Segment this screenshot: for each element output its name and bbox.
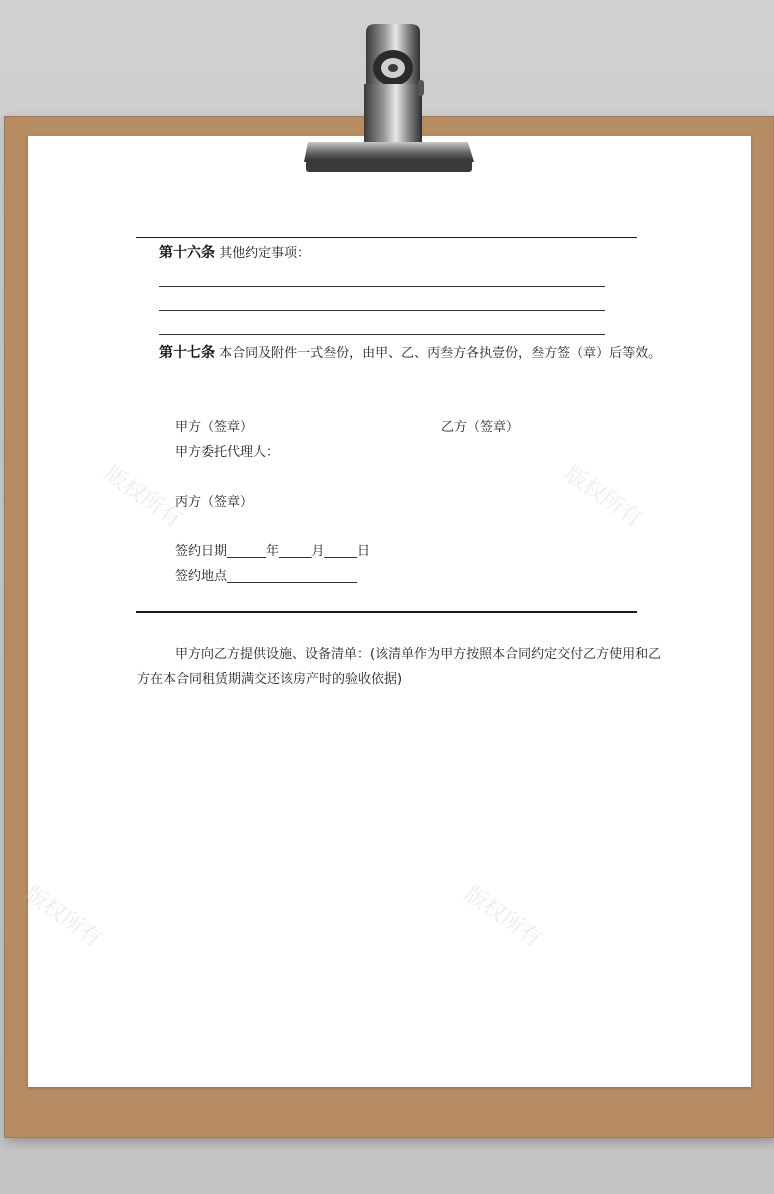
blank-line-1 bbox=[159, 286, 605, 287]
article-16-text: 其他约定事项： bbox=[219, 246, 311, 261]
article-17-heading: 第十七条 bbox=[159, 345, 215, 361]
signing-place: 签约地点____________________ bbox=[175, 569, 358, 584]
binder-clip-icon bbox=[296, 24, 480, 178]
party-c-signature: 丙方（签章） bbox=[175, 495, 254, 510]
article-16-heading: 第十六条 bbox=[159, 245, 215, 261]
watermark: 版权所有 bbox=[99, 461, 187, 533]
facility-list-line-1: 甲方向乙方提供设施、设备清单：(该清单作为甲方按照本合同约定交付乙方使用和乙 bbox=[175, 647, 662, 662]
signing-date: 签约日期______年_____月_____日 bbox=[175, 544, 371, 559]
article-17 bbox=[159, 344, 661, 363]
party-a-signature: 甲方（签章） bbox=[175, 420, 254, 435]
bottom-divider bbox=[136, 611, 637, 613]
article-16 bbox=[159, 244, 310, 263]
blank-line-3 bbox=[159, 334, 605, 335]
blank-line-2 bbox=[159, 310, 605, 311]
watermark: 版权所有 bbox=[559, 461, 647, 533]
party-b-signature: 乙方（签章） bbox=[441, 420, 520, 435]
facility-list-line-2: 方在本合同租赁期满交还该房产时的验收依据) bbox=[137, 672, 403, 687]
article-17-text: 本合同及附件一式叁份，由甲、乙、丙叁方各执壹份，叁方签（章）后等效。 bbox=[219, 346, 662, 361]
top-divider bbox=[136, 237, 637, 238]
party-a-agent: 甲方委托代理人： bbox=[175, 445, 280, 460]
watermark: 版权所有 bbox=[459, 881, 547, 953]
watermark: 版权所有 bbox=[19, 881, 107, 953]
